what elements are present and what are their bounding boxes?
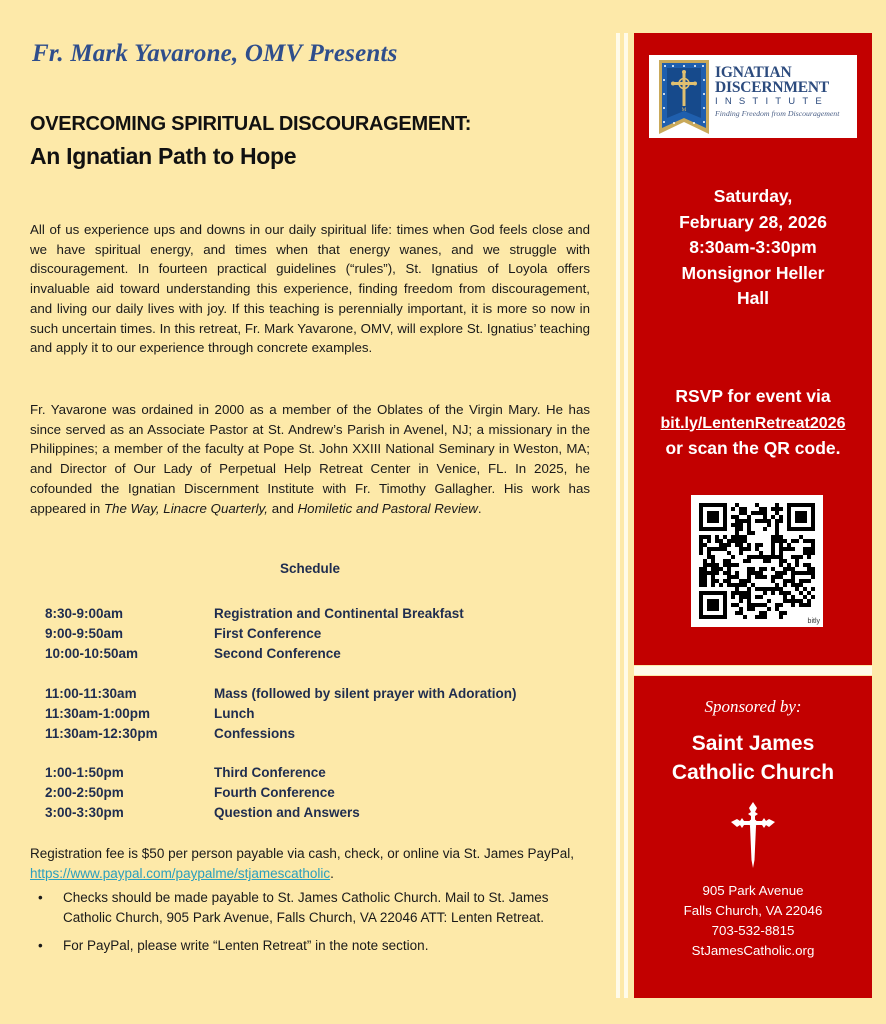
sponsor-contact xyxy=(634,881,872,961)
schedule-time: 8:30-9:00am xyxy=(45,606,124,621)
list-item xyxy=(30,936,600,956)
phone-number: 703-532-8815 xyxy=(711,923,795,938)
intro-paragraph: All of us experience ups and downs in our daily spiritual life: times when God feels close and we have spiritual energy, and times when that energy wanes, and we struggle with discouragement. In fourteen practical guidelines (“rules”), St. Ignatius of Loyola offers invaluable aid toward understanding this experience, finding freedom from discouragement, and living our daily lives with joy. If this teaching is perennially important, it is more so now in such uncertain times. In this retreat, Fr. Mark Yavarone, OMV, will explore St. Ignatius’ teaching and apply it to our experience through concrete examples. xyxy=(30,222,590,356)
sponsor-name-line1: Saint James xyxy=(691,732,815,755)
website-link[interactable]: StJamesCatholic.org xyxy=(691,943,815,958)
schedule-activity: Registration and Continental Breakfast xyxy=(214,606,464,621)
schedule-time: 9:00-9:50am xyxy=(45,626,124,641)
schedule-group xyxy=(45,763,517,823)
rsvp-link[interactable]: bit.ly/LentenRetreat2026 xyxy=(660,414,846,432)
bullet-icon: • xyxy=(38,938,43,953)
event-time: 8:30am-3:30pm xyxy=(689,237,817,257)
schedule-row xyxy=(45,803,517,823)
schedule-row xyxy=(45,604,517,624)
panel-divider xyxy=(634,666,872,675)
schedule-row xyxy=(45,783,517,803)
publication-name: Homiletic and Pastoral Review xyxy=(297,500,478,516)
schedule-time: 2:00-2:50pm xyxy=(45,785,124,800)
event-day: Saturday, xyxy=(713,186,793,206)
publication-names: The Way, Linacre Quarterly, xyxy=(103,500,268,516)
schedule-row xyxy=(45,684,517,704)
schedule-row xyxy=(45,624,517,644)
schedule-activity: Third Conference xyxy=(214,765,326,780)
schedule-table xyxy=(45,604,517,843)
address-line1: 905 Park Avenue xyxy=(702,883,804,898)
schedule-activity: Mass (followed by silent prayer with Adoration) xyxy=(214,685,517,701)
schedule-time: 10:00-10:50am xyxy=(45,646,139,661)
decorative-stripe xyxy=(616,33,620,998)
registration-end: . xyxy=(330,866,334,881)
list-item xyxy=(30,888,600,928)
sponsor-panel xyxy=(634,676,872,998)
schedule-time: 11:30am-12:30pm xyxy=(45,725,158,741)
decorative-stripe xyxy=(624,33,628,998)
rsvp-section xyxy=(634,384,872,462)
event-venue: Monsignor Heller xyxy=(681,262,825,283)
logo-wordmark xyxy=(715,65,839,119)
event-title: OVERCOMING SPIRITUAL DISCOURAGEMENT: xyxy=(30,113,472,135)
schedule-time: 3:00-3:30pm xyxy=(45,805,124,820)
banner-cross-icon xyxy=(659,60,709,134)
rsvp-qr-instruction: or scan the QR code. xyxy=(665,438,841,458)
rsvp-label: RSVP for event via xyxy=(675,386,831,406)
qr-code[interactable] xyxy=(691,495,823,627)
bullet-text: For PayPal, please write “Lenten Retreat” in the note section. xyxy=(63,938,429,953)
registration-section xyxy=(30,844,600,964)
schedule-time: 11:30am-1:00pm xyxy=(45,705,151,721)
bio-text: Fr. Yavarone was ordained in 2000 as a member of the Oblates of the Virgin Mary. He has since served as an Associate Pastor at St. Andrew’s Parish in Avenel, NJ; a missionary in the Philippines; a member of the faculty at Pope St. John XXIII National Seminary in Weston, MA; and Director of Our Lady of Perpetual Help Retreat Center in Venice, FL. In 2025, he cofounded the Ignatian Discernment Institute with Fr. Timothy Gallagher. His work has appeared in xyxy=(30,402,590,516)
logo-line-ignatian: IGNATIAN xyxy=(715,64,792,81)
schedule-activity: First Conference xyxy=(214,626,322,641)
schedule-row xyxy=(45,763,517,783)
schedule-activity: Lunch xyxy=(214,705,255,721)
event-info-panel xyxy=(634,33,872,665)
schedule-time: 11:00-11:30am xyxy=(45,685,137,701)
st-james-cross-icon xyxy=(728,800,778,870)
bio-and: and xyxy=(268,500,298,516)
address-line2: Falls Church, VA 22046 xyxy=(683,903,823,918)
registration-text xyxy=(30,844,600,884)
logo-line-institute: INSTITUTE xyxy=(715,96,829,107)
sponsor-name xyxy=(634,730,872,787)
event-details xyxy=(634,184,872,312)
sponsored-by-label: Sponsored by: xyxy=(704,697,802,716)
schedule-time: 1:00-1:50pm xyxy=(45,765,124,780)
schedule-activity: Fourth Conference xyxy=(214,785,335,800)
registration-fee-text: Registration fee is $50 per person payable via cash, check, or online via St. James PayPal, xyxy=(30,846,575,861)
event-date: February 28, 2026 xyxy=(679,211,827,232)
svg-text:M: M xyxy=(681,108,687,113)
schedule-activity: Second Conference xyxy=(214,646,341,661)
event-subtitle: An Ignatian Path to Hope xyxy=(30,143,297,169)
paypal-link[interactable]: https://www.paypal.com/paypalme/stjamescatholic xyxy=(30,866,331,881)
schedule-activity: Question and Answers xyxy=(214,805,360,820)
presenter-heading: Fr. Mark Yavarone, OMV Presents xyxy=(32,40,398,67)
sponsor-name-line2: Catholic Church xyxy=(671,760,835,784)
payment-instructions xyxy=(30,888,600,956)
schedule-activity: Confessions xyxy=(214,725,296,741)
qr-code-icon xyxy=(691,495,823,627)
schedule-row xyxy=(45,704,517,724)
schedule-row xyxy=(45,644,517,664)
schedule-row xyxy=(45,724,517,744)
bio-paragraph xyxy=(30,400,590,518)
event-venue-2: Hall xyxy=(736,288,770,308)
bullet-text: Checks should be made payable to St. James Catholic Church. Mail to St. James Catholic Church, 905 Park Avenue, Falls Church, VA 22046 ATT: Lenten Retreat. xyxy=(63,890,549,925)
schedule-group xyxy=(45,604,517,664)
schedule-group xyxy=(45,684,517,744)
bitly-label: bitly xyxy=(807,618,820,625)
schedule-heading: Schedule xyxy=(279,561,341,576)
logo-line-discernment: DISCERNMENT xyxy=(715,79,830,96)
bullet-icon: • xyxy=(38,890,43,905)
bio-end: . xyxy=(477,500,482,516)
logo-tagline: Finding Freedom from Discouragement xyxy=(715,109,840,118)
institute-logo xyxy=(649,55,857,138)
